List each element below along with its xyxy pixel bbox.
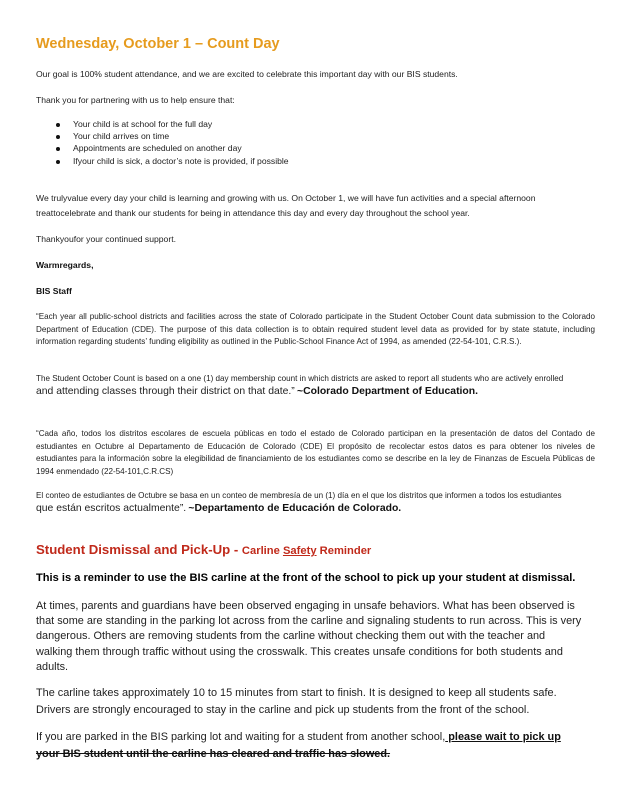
parking-text: If you are parked in the BIS parking lot and waiting for a student from another school, [36, 731, 446, 743]
page-title: Wednesday, October 1 – Count Day [36, 36, 280, 52]
quote-es-source: ~Departamento de Educación de Colorado. [188, 503, 402, 514]
quote-en-text: The Student October Count is based on a one (1) day membership count in which districts are asked to report all students who are actively enrolled [36, 374, 564, 383]
section-heading-sub-a: Carline [241, 545, 283, 557]
carline-duration-paragraph: The carline takes approximately 10 to 15 minutes from start to finish. It is designed to keep all students safe. Drivers are strongly encouraged to stay in the carline and pick up students from the front of the school. [36, 687, 557, 717]
list-item: Ifyour child is sick, a doctor’s note is provided, if possible [56, 155, 289, 167]
quote-en-source: ~Colorado Department of Education. [297, 386, 479, 397]
parking-paragraph [36, 729, 584, 764]
closing-regards: Warmregards, [36, 260, 94, 270]
carline-reminder: This is a reminder to use the BIS carline at the front of the school to pick up your student at dismissal. [36, 572, 576, 584]
goal-text: Our goal is 100% student attendance, and we are excited to celebrate this important day with our BIS students. [36, 69, 458, 79]
pickup-instruction-end: your BIS student until the carline has cleared and traffic has slowed. [36, 748, 391, 761]
quote-en-text-end: and attending classes through their district on that date.” [36, 386, 295, 397]
closing-thanks: Thankyoufor your continued support. [36, 234, 176, 244]
section-heading-sub-c: Reminder [316, 545, 372, 557]
partnering-text: Thank you for partnering with us to help ensure that: [36, 95, 235, 105]
list-item: Your child is at school for the full day [56, 118, 289, 130]
unsafe-behaviors-paragraph: At times, parents and guardians have been observed engaging in unsafe behaviors. What has been observed is that some are standing in the parking lot across from the carline and signaling students to run across. This is very dangerous. Others are removing students from the carline without checking them out with the teacher and walking them through traffic without using the crosswalk. This creates unsafe conditions for both students and adults. [36, 600, 582, 673]
list-item: Your child arrives on time [56, 130, 289, 142]
section-heading [36, 542, 371, 557]
pickup-instruction: please wait to pick up [445, 731, 561, 743]
expectations-list [56, 118, 289, 167]
quote-en-paragraph-2 [36, 372, 595, 398]
quote-es-text-end: que están escritos actualmente”. [36, 503, 187, 514]
value-paragraph: We trulyvalue every day your child is learning and growing with us. On October 1, we will have fun activities and a special afternoon treattocelebrate and thank our students for being in attendance this day and every day throughout the school year. [36, 193, 536, 218]
quote-es-paragraph: “Cada año, todos los distritos escolares de escuela públicas en todo el estado de Colorado participan en la presentación de datos del Contado de estudiantes en Octubre al Departamento de Educación de Colorado (CDE) El propósito de recolectar estos datos es para obtener los niveles de estudiantes para la información sobre la elegibilidad de financiamiento de los estudiantes como se describe en la ley de Finanzas de Escuela Públicas de 1994 enmendado (22-54-101,C.R.CS) [36, 429, 595, 476]
signature: BIS Staff [36, 286, 72, 296]
quote-en-paragraph: “Each year all public-school districts and facilities across the state of Colorado participate in the Student October Count data submission to the Colorado Department of Education (CDE). The purpose of this data collection is to obtain required student level data as provided for by state statute, including information regarding students’ funding eligibility as outlined in the Public-School Finance Act of 1994, as amended (22-54-101, C.R.S.). [36, 312, 595, 346]
section-heading-main: Student Dismissal and Pick-Up - [36, 542, 242, 557]
section-heading-safety: Safety [282, 545, 317, 557]
quote-es-text: El conteo de estudiantes de Octubre se basa en un conteo de membresía de un (1) día en el que los distritos que informen a todos los estudiantes [36, 491, 562, 500]
list-item: Appointments are scheduled on another day [56, 142, 289, 154]
quote-es-paragraph-2 [36, 489, 595, 515]
